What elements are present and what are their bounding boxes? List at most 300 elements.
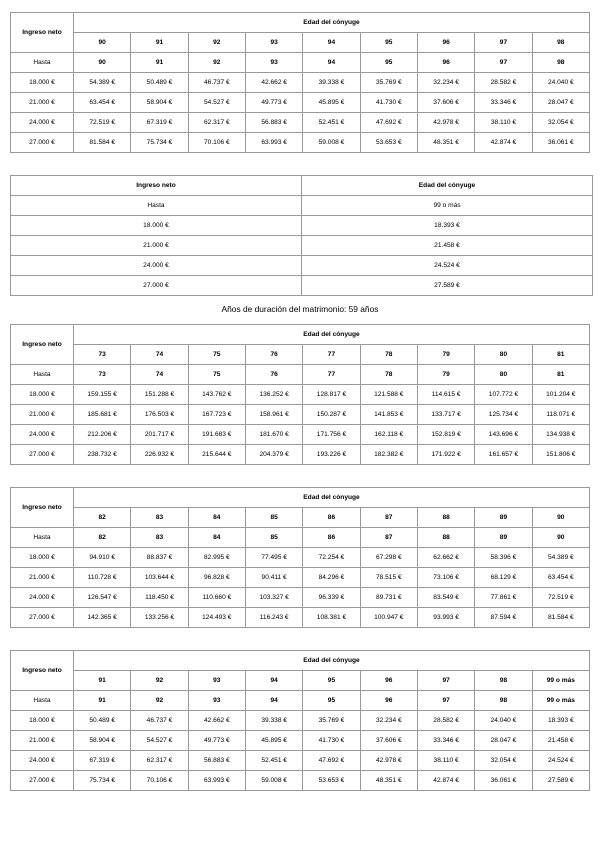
age-label-6: 96 <box>417 53 474 73</box>
table-block-5 <box>10 650 590 791</box>
age-label-7: 89 <box>475 528 532 548</box>
age-label-0: 82 <box>74 528 131 548</box>
value-cell: 134.938 € <box>532 425 589 445</box>
value-cell: 159.155 € <box>74 385 131 405</box>
value-cell: 28.582 € <box>475 73 532 93</box>
value-cell: 54.389 € <box>74 73 131 93</box>
value-cell: 201.717 € <box>131 425 188 445</box>
age-header-1: 92 <box>131 671 188 691</box>
table-subheader-row <box>11 196 593 216</box>
income-cell: 18.000 € <box>11 73 74 93</box>
age-label-0: 99 o más <box>302 196 593 216</box>
age-label-2: 75 <box>188 365 245 385</box>
age-header-1: 91 <box>131 33 188 53</box>
age-label-1: 92 <box>131 691 188 711</box>
age-header-2: 84 <box>188 508 245 528</box>
age-header-6: 97 <box>417 671 474 691</box>
sub-label-hasta: Hasta <box>11 53 74 73</box>
table-row <box>11 276 593 296</box>
value-cell: 37.606 € <box>417 93 474 113</box>
age-label-0: 90 <box>74 53 131 73</box>
value-cell: 27.589 € <box>532 771 589 791</box>
value-cell: 161.657 € <box>475 445 532 465</box>
value-cell: 24.524 € <box>532 751 589 771</box>
income-cell: 18.000 € <box>11 216 302 236</box>
value-cell: 84.296 € <box>303 568 360 588</box>
value-cell: 116.243 € <box>245 608 302 628</box>
value-cell: 58.904 € <box>131 93 188 113</box>
age-header-5: 96 <box>360 671 417 691</box>
age-header-2: 93 <box>188 671 245 691</box>
value-cell: 42.662 € <box>245 73 302 93</box>
spacer <box>10 465 590 487</box>
value-cell: 114.615 € <box>417 385 474 405</box>
age-header-8: 81 <box>532 345 589 365</box>
age-label-5: 78 <box>360 365 417 385</box>
table-block-2 <box>10 175 590 296</box>
value-cell: 89.731 € <box>360 588 417 608</box>
value-cell: 152.819 € <box>417 425 474 445</box>
age-label-8: 99 o más <box>532 691 589 711</box>
header-edad-conyuge: Edad del cónyuge <box>74 488 590 508</box>
age-header-0: 82 <box>74 508 131 528</box>
value-cell: 75.734 € <box>74 771 131 791</box>
value-cell: 77.495 € <box>245 548 302 568</box>
table-subheader-row <box>11 508 590 528</box>
value-cell: 185.681 € <box>74 405 131 425</box>
value-cell: 110.728 € <box>74 568 131 588</box>
age-label-3: 94 <box>245 691 302 711</box>
age-label-5: 95 <box>360 53 417 73</box>
value-cell: 171.756 € <box>303 425 360 445</box>
header-ingreso-neto: Ingreso neto <box>11 488 74 528</box>
age-header-6: 88 <box>417 508 474 528</box>
value-cell: 36.061 € <box>475 771 532 791</box>
table-subheader-row <box>11 33 590 53</box>
value-cell: 49.773 € <box>188 731 245 751</box>
table-row-hasta <box>11 365 590 385</box>
age-header-1: 83 <box>131 508 188 528</box>
income-cell: 24.000 € <box>11 113 74 133</box>
value-cell: 45.895 € <box>303 93 360 113</box>
value-cell: 70.106 € <box>131 771 188 791</box>
age-label-0: 73 <box>74 365 131 385</box>
value-cell: 124.493 € <box>188 608 245 628</box>
age-header-6: 96 <box>417 33 474 53</box>
value-cell: 103.327 € <box>245 588 302 608</box>
value-cell: 67.319 € <box>74 751 131 771</box>
value-cell: 32.234 € <box>417 73 474 93</box>
income-cell: 27.000 € <box>11 771 74 791</box>
value-cell: 18.393 € <box>302 216 593 236</box>
value-cell: 62.317 € <box>188 113 245 133</box>
header-edad-conyuge: Edad del cónyuge <box>74 13 590 33</box>
age-header-8: 99 o más <box>532 671 589 691</box>
value-cell: 42.978 € <box>360 751 417 771</box>
value-cell: 103.644 € <box>131 568 188 588</box>
value-cell: 118.450 € <box>131 588 188 608</box>
income-cell: 27.000 € <box>11 445 74 465</box>
value-cell: 118.071 € <box>532 405 589 425</box>
income-cell: 24.000 € <box>11 425 74 445</box>
age-header-2: 75 <box>188 345 245 365</box>
value-cell: 58.904 € <box>74 731 131 751</box>
value-cell: 56.883 € <box>245 113 302 133</box>
table-header-row <box>11 13 590 33</box>
income-cell: 21.000 € <box>11 405 74 425</box>
table-row <box>11 711 590 731</box>
value-cell: 54.527 € <box>131 731 188 751</box>
value-cell: 121.588 € <box>360 385 417 405</box>
value-cell: 82.995 € <box>188 548 245 568</box>
age-header-0: 90 <box>74 33 131 53</box>
value-cell: 150.287 € <box>303 405 360 425</box>
income-cell: 27.000 € <box>11 133 74 153</box>
value-cell: 88.837 € <box>131 548 188 568</box>
value-cell: 182.382 € <box>360 445 417 465</box>
age-header-8: 90 <box>532 508 589 528</box>
age-header-5: 78 <box>360 345 417 365</box>
age-header-3: 93 <box>245 33 302 53</box>
table-block-1 <box>10 12 590 153</box>
age-label-1: 83 <box>131 528 188 548</box>
value-cell: 32.054 € <box>532 113 589 133</box>
value-cell: 68.129 € <box>475 568 532 588</box>
value-cell: 58.396 € <box>475 548 532 568</box>
value-cell: 41.730 € <box>303 731 360 751</box>
value-cell: 28.047 € <box>475 731 532 751</box>
value-cell: 167.723 € <box>188 405 245 425</box>
value-cell: 62.662 € <box>417 548 474 568</box>
value-cell: 94.910 € <box>74 548 131 568</box>
header-ingreso-neto: Ingreso neto <box>11 13 74 53</box>
table-row <box>11 113 590 133</box>
income-cell: 27.000 € <box>11 608 74 628</box>
value-cell: 24.040 € <box>475 711 532 731</box>
header-edad-conyuge: Edad del cónyuge <box>302 176 593 196</box>
value-cell: 191.683 € <box>188 425 245 445</box>
age-header-6: 79 <box>417 345 474 365</box>
sub-label-hasta: Hasta <box>11 528 74 548</box>
table-subheader-row <box>11 671 590 691</box>
age-header-4: 94 <box>303 33 360 53</box>
age-label-2: 84 <box>188 528 245 548</box>
age-header-0: 91 <box>74 671 131 691</box>
age-header-7: 97 <box>475 33 532 53</box>
age-label-1: 74 <box>131 365 188 385</box>
value-cell: 136.252 € <box>245 385 302 405</box>
value-cell: 212.206 € <box>74 425 131 445</box>
value-cell: 24.524 € <box>302 256 593 276</box>
section-title: Años de duración del matrimonio: 59 años <box>221 304 379 314</box>
value-cell: 49.773 € <box>245 93 302 113</box>
value-cell: 110.660 € <box>188 588 245 608</box>
age-label-7: 97 <box>475 53 532 73</box>
age-label-1: 91 <box>131 53 188 73</box>
value-cell: 41.730 € <box>360 93 417 113</box>
table-header-row <box>11 176 593 196</box>
value-cell: 75.734 € <box>131 133 188 153</box>
value-cell: 93.993 € <box>417 608 474 628</box>
value-cell: 62.317 € <box>131 751 188 771</box>
age-label-3: 76 <box>245 365 302 385</box>
table-header-row <box>11 325 590 345</box>
value-cell: 87.594 € <box>475 608 532 628</box>
age-header-7: 98 <box>475 671 532 691</box>
value-cell: 47.692 € <box>303 751 360 771</box>
value-cell: 171.922 € <box>417 445 474 465</box>
value-cell: 78.515 € <box>360 568 417 588</box>
value-cell: 35.769 € <box>360 73 417 93</box>
value-cell: 133.717 € <box>417 405 474 425</box>
value-cell: 27.589 € <box>302 276 593 296</box>
value-cell: 42.978 € <box>417 113 474 133</box>
value-cell: 37.606 € <box>360 731 417 751</box>
value-cell: 162.118 € <box>360 425 417 445</box>
age-label-4: 86 <box>303 528 360 548</box>
sub-label-hasta: Hasta <box>11 691 74 711</box>
age-header-5: 87 <box>360 508 417 528</box>
table-row <box>11 751 590 771</box>
value-cell: 176.503 € <box>131 405 188 425</box>
pension-table-4 <box>10 487 590 628</box>
value-cell: 50.489 € <box>131 73 188 93</box>
age-header-7: 89 <box>475 508 532 528</box>
value-cell: 215.644 € <box>188 445 245 465</box>
value-cell: 151.288 € <box>131 385 188 405</box>
table-row-hasta <box>11 528 590 548</box>
value-cell: 108.381 € <box>303 608 360 628</box>
table-row <box>11 256 593 276</box>
value-cell: 70.106 € <box>188 133 245 153</box>
age-header-2: 92 <box>188 33 245 53</box>
value-cell: 33.346 € <box>475 93 532 113</box>
value-cell: 38.110 € <box>417 751 474 771</box>
value-cell: 54.389 € <box>532 548 589 568</box>
table-row <box>11 385 590 405</box>
table-row <box>11 236 593 256</box>
table-row <box>11 445 590 465</box>
table-row-hasta <box>11 691 590 711</box>
value-cell: 35.769 € <box>303 711 360 731</box>
value-cell: 77.861 € <box>475 588 532 608</box>
value-cell: 46.737 € <box>188 73 245 93</box>
value-cell: 63.993 € <box>188 771 245 791</box>
table-row <box>11 568 590 588</box>
age-label-2: 92 <box>188 53 245 73</box>
value-cell: 81.584 € <box>532 608 589 628</box>
value-cell: 81.584 € <box>74 133 131 153</box>
value-cell: 42.874 € <box>475 133 532 153</box>
value-cell: 73.106 € <box>417 568 474 588</box>
table-row-hasta <box>11 53 590 73</box>
value-cell: 143.762 € <box>188 385 245 405</box>
value-cell: 142.365 € <box>74 608 131 628</box>
table-row <box>11 133 590 153</box>
value-cell: 96.828 € <box>188 568 245 588</box>
age-label-8: 98 <box>532 53 589 73</box>
value-cell: 193.226 € <box>303 445 360 465</box>
table-row <box>11 588 590 608</box>
income-cell: 21.000 € <box>11 568 74 588</box>
header-ingreso-neto: Ingreso neto <box>11 325 74 365</box>
value-cell: 52.451 € <box>303 113 360 133</box>
age-header-3: 94 <box>245 671 302 691</box>
header-edad-conyuge: Edad del cónyuge <box>74 325 590 345</box>
age-header-0: 73 <box>74 345 131 365</box>
value-cell: 28.582 € <box>417 711 474 731</box>
value-cell: 143.696 € <box>475 425 532 445</box>
table-row <box>11 73 590 93</box>
value-cell: 67.319 € <box>131 113 188 133</box>
table-subheader-row <box>11 345 590 365</box>
value-cell: 59.008 € <box>303 133 360 153</box>
age-header-4: 77 <box>303 345 360 365</box>
header-ingreso-neto: Ingreso neto <box>11 176 302 196</box>
value-cell: 158.961 € <box>245 405 302 425</box>
pension-table-1 <box>10 12 590 153</box>
age-header-3: 85 <box>245 508 302 528</box>
value-cell: 36.061 € <box>532 133 589 153</box>
table-row <box>11 608 590 628</box>
value-cell: 50.489 € <box>74 711 131 731</box>
value-cell: 128.817 € <box>303 385 360 405</box>
value-cell: 238.732 € <box>74 445 131 465</box>
pension-table-2 <box>10 175 593 296</box>
value-cell: 53.653 € <box>303 771 360 791</box>
income-cell: 24.000 € <box>11 751 74 771</box>
table-row <box>11 731 590 751</box>
value-cell: 45.895 € <box>245 731 302 751</box>
value-cell: 46.737 € <box>131 711 188 731</box>
age-label-5: 87 <box>360 528 417 548</box>
value-cell: 32.054 € <box>475 751 532 771</box>
value-cell: 59.008 € <box>245 771 302 791</box>
value-cell: 38.110 € <box>475 113 532 133</box>
age-label-3: 93 <box>245 53 302 73</box>
age-label-7: 80 <box>475 365 532 385</box>
age-header-1: 74 <box>131 345 188 365</box>
value-cell: 133.256 € <box>131 608 188 628</box>
table-row <box>11 93 590 113</box>
value-cell: 141.853 € <box>360 405 417 425</box>
value-cell: 100.947 € <box>360 608 417 628</box>
table-row <box>11 405 590 425</box>
value-cell: 67.298 € <box>360 548 417 568</box>
value-cell: 53.653 € <box>360 133 417 153</box>
income-cell: 21.000 € <box>11 731 74 751</box>
value-cell: 107.772 € <box>475 385 532 405</box>
age-label-8: 81 <box>532 365 589 385</box>
table-row <box>11 771 590 791</box>
value-cell: 28.047 € <box>532 93 589 113</box>
value-cell: 21.458 € <box>532 731 589 751</box>
age-label-4: 95 <box>303 691 360 711</box>
value-cell: 56.883 € <box>188 751 245 771</box>
value-cell: 63.454 € <box>74 93 131 113</box>
value-cell: 54.527 € <box>188 93 245 113</box>
age-header-7: 80 <box>475 345 532 365</box>
age-label-6: 88 <box>417 528 474 548</box>
header-edad-conyuge: Edad del cónyuge <box>74 651 590 671</box>
value-cell: 33.346 € <box>417 731 474 751</box>
income-cell: 21.000 € <box>11 236 302 256</box>
table-row <box>11 425 590 445</box>
sub-label-hasta: Hasta <box>11 196 302 216</box>
value-cell: 125.734 € <box>475 405 532 425</box>
value-cell: 72.519 € <box>74 113 131 133</box>
value-cell: 39.338 € <box>245 711 302 731</box>
age-header-3: 76 <box>245 345 302 365</box>
age-label-6: 79 <box>417 365 474 385</box>
age-label-5: 96 <box>360 691 417 711</box>
income-cell: 24.000 € <box>11 256 302 276</box>
income-cell: 27.000 € <box>11 276 302 296</box>
value-cell: 42.874 € <box>417 771 474 791</box>
income-cell: 24.000 € <box>11 588 74 608</box>
value-cell: 96.339 € <box>303 588 360 608</box>
table-block-4 <box>10 487 590 628</box>
value-cell: 18.393 € <box>532 711 589 731</box>
value-cell: 21.458 € <box>302 236 593 256</box>
value-cell: 32.234 € <box>360 711 417 731</box>
age-label-0: 91 <box>74 691 131 711</box>
value-cell: 126.547 € <box>74 588 131 608</box>
age-header-8: 98 <box>532 33 589 53</box>
pension-table-3 <box>10 324 590 465</box>
value-cell: 47.692 € <box>360 113 417 133</box>
age-header-5: 95 <box>360 33 417 53</box>
income-cell: 21.000 € <box>11 93 74 113</box>
value-cell: 226.932 € <box>131 445 188 465</box>
table-row <box>11 216 593 236</box>
age-label-8: 90 <box>532 528 589 548</box>
value-cell: 39.338 € <box>303 73 360 93</box>
age-label-7: 98 <box>475 691 532 711</box>
spacer <box>10 628 590 650</box>
header-ingreso-neto: Ingreso neto <box>11 651 74 691</box>
table-block-3 <box>10 324 590 465</box>
table-row <box>11 548 590 568</box>
age-header-4: 95 <box>303 671 360 691</box>
value-cell: 181.670 € <box>245 425 302 445</box>
income-cell: 18.000 € <box>11 711 74 731</box>
value-cell: 42.662 € <box>188 711 245 731</box>
value-cell: 83.549 € <box>417 588 474 608</box>
age-label-3: 85 <box>245 528 302 548</box>
value-cell: 48.351 € <box>360 771 417 791</box>
pension-table-5 <box>10 650 590 791</box>
value-cell: 48.351 € <box>417 133 474 153</box>
value-cell: 72.254 € <box>303 548 360 568</box>
value-cell: 101.204 € <box>532 385 589 405</box>
value-cell: 52.451 € <box>245 751 302 771</box>
age-label-4: 77 <box>303 365 360 385</box>
age-label-4: 94 <box>303 53 360 73</box>
value-cell: 72.519 € <box>532 588 589 608</box>
sub-label-hasta: Hasta <box>11 365 74 385</box>
value-cell: 204.379 € <box>245 445 302 465</box>
income-cell: 18.000 € <box>11 385 74 405</box>
spacer <box>10 153 590 175</box>
value-cell: 24.040 € <box>532 73 589 93</box>
age-header-4: 86 <box>303 508 360 528</box>
income-cell: 18.000 € <box>11 548 74 568</box>
table-header-row <box>11 488 590 508</box>
value-cell: 63.454 € <box>532 568 589 588</box>
value-cell: 63.993 € <box>245 133 302 153</box>
age-label-6: 97 <box>417 691 474 711</box>
